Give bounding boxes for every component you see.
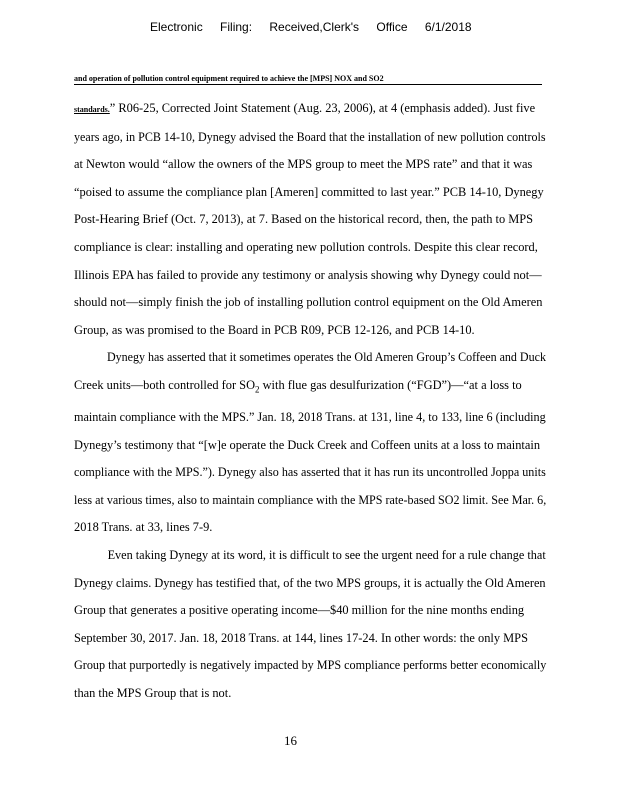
text-line: Dynegy’s testimony that “[w]e operate the Duck Creek and Coffeen units at a loss to maintain: [74, 437, 541, 452]
text-line: years ago, in PCB 14-10, Dynegy advised the Board that the installation of new pollution controls: [74, 129, 546, 144]
paragraph-start-line: Dynegy has asserted that it sometimes operates the Old Ameren Group’s Coffeen and Duck: [106, 350, 546, 365]
subscript: 2: [255, 384, 260, 395]
text-line: less at various times, also to maintain compliance with the MPS rate-based SO2 limit. See Mar. 6,: [74, 492, 547, 507]
text-line: should not—simply finish the job of installing pollution control equipment on the Old Ameren: [74, 295, 543, 310]
text-line: compliance with the MPS.”). Dynegy also has asserted that it has run its uncontrolled Joppa units: [74, 465, 546, 480]
text-line: 2018 Trans. at 33, lines 7-9.: [74, 520, 213, 535]
text-line: September 30, 2017. Jan. 18, 2018 Trans. at 144, lines 17-24. In other words: the only MPS: [74, 630, 528, 645]
text-line: compliance is clear: installing and operating new pollution controls. Despite this clear record,: [74, 239, 538, 254]
header-word: Filing:: [220, 20, 253, 34]
text-line: at Newton would “allow the owners of the MPS group to meet the MPS rate” and that it was: [74, 157, 533, 172]
text-run: ” R06-25, Corrected Joint Statement (Aug. 23, 2006), at 4 (emphasis added). Just five: [109, 101, 536, 115]
quoted-fragment-line: and operation of pollution control equipment required to achieve the [MPS] NOX and SO2: [74, 74, 542, 85]
document-body: [74, 95, 546, 708]
text-line: Illinois EPA has failed to provide any testimony or analysis showing why Dynegy could not—: [74, 267, 542, 282]
header-word: Received,Clerk's: [269, 20, 360, 34]
text-line: Dynegy claims. Dynegy has testified that, of the two MPS groups, it is actually the Old Ameren: [74, 575, 546, 590]
header-word: 6/1/2018: [424, 20, 472, 34]
text-line: Group that purportedly is negatively impacted by MPS compliance performs better economically: [74, 658, 547, 673]
text-line: Post-Hearing Brief (Oct. 7, 2013), at 7. Based on the historical record, then, the path to MPS: [74, 212, 534, 227]
text-line: [74, 372, 546, 404]
header-word: Electronic: [150, 20, 203, 34]
text-line: Group that generates a positive operating income—$40 million for the nine months ending: [74, 603, 525, 618]
text-run: with flue gas desulfurization (“FGD”)—“at a loss to: [259, 377, 522, 392]
page-number: 16: [284, 733, 297, 748]
text-line: “poised to assume the compliance plan [Ameren] committed to last year.” PCB 14-10, Dynegy: [74, 184, 544, 199]
text-line: than the MPS Group that is not.: [74, 685, 232, 700]
standards-word: standards.: [74, 105, 110, 114]
text-line: Group, as was promised to the Board in PCB R09, PCB 12-126, and PCB 14-10.: [74, 322, 475, 337]
paragraph-start-line: Even taking Dynegy at its word, it is difficult to see the urgent need for a rule change that: [107, 547, 546, 562]
text-line: maintain compliance with the MPS.” Jan. 18, 2018 Trans. at 131, line 4, to 133, line 6 (including: [74, 410, 546, 424]
text-line: [74, 95, 546, 124]
header-word: Office: [376, 20, 408, 34]
filing-header: [150, 20, 484, 34]
text-run: Creek units—both controlled for SO: [74, 377, 256, 392]
